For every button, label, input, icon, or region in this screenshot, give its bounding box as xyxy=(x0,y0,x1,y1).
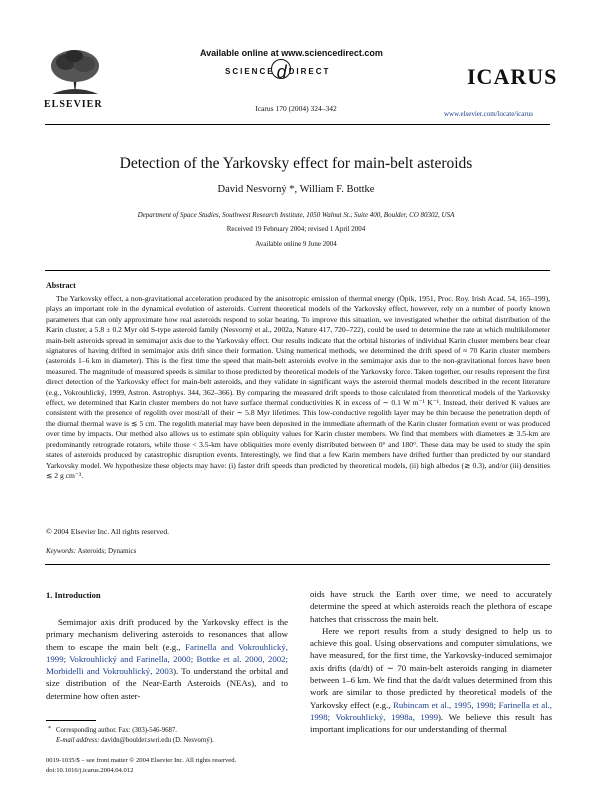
body-text: ). We believe this result has important implications for our understanding of thermal xyxy=(310,711,552,735)
keywords xyxy=(46,547,136,555)
email-label: E-mail address: xyxy=(56,737,100,744)
footer-doi[interactable]: doi:10.1016/j.icarus.2004.04.012 xyxy=(46,767,134,774)
journal-url-link[interactable]: www.elsevier.com/locate/icarus xyxy=(444,110,533,118)
journal-reference: Icarus 170 (2004) 324–342 xyxy=(255,104,337,113)
affiliation: Department of Space Studies, Southwest Research Institute, 1050 Walnut St., Suite 400, Boulder, CO 80302, USA xyxy=(137,211,455,219)
email-address[interactable]: davidn@boulder.swri.edu (D. Nesvorný). xyxy=(101,737,214,744)
intro-paragraph-continued: oids have struck the Earth over time, we need to accurately determine the speed at which asteroids reach the plethora of escape hatches that crisscross the main belt. xyxy=(310,589,552,624)
abstract-text: The Yarkovsky effect, a non-gravitational acceleration produced by the anisotropic emission of thermal energy (Öpik, 1951, Proc. Roy. Irish Acad. 54, 165–199), plays an important role in the dynamical evolution of asteroids. Current theoretical models of the Yarkovsky effect, however, rely on a number of poorly known parameters that can only approximate how real asteroids respond to solar heating. To improve this situation, we investigated whether the orbital distribution of the Karin cluster, a 5.8 ± 0.2 Myr old S-type asteroid family (Nesvorný et al., 2002a, Nature 417, 720–722), could be used to determine the rate at which multikilometer main-belt asteroids spread in semimajor axis due to the Yarkovsky effect. Our results indicate that the orbital histories of individual Karin cluster members bear clear signatures of having drifted in semimajor axis drift since their formation. Using numerical methods, we determined the drift speed of ≈ 70 Karin cluster members (asteroids 1–6 km in diameter). This is the first time the speed that main-belt asteroids evolve in the semimajor axis due to the non-gravitational forces have been measured. The magnitude of measured speeds is similar to those predicted by theoretical models of the Yarkovsky force. Taken together, our results represent the first direct detection of the Yarkovsky effect for main-belt asteroids, and they validate in significant ways the asteroid thermal models described in the recent literature (e.g., Vokrouhlický, 1999, Astron. Astrophys. 344, 362–366). By comparing the measured drift speeds to those calculated from theoretical models of the Yarkovsky effect, we determined that Karin cluster members do not have surface thermal conductivities K in excess of ∼ 0.1 W m⁻¹ K⁻¹. Instead, their derived K values are consistent with the presence of regolith over most/all of their ∼ 5.8 Myr lifetimes. This low-conductive regolith layer may be thin because the penetration depth of the diurnal thermal wave is ≲ 5 cm. The regolith material may have been deposited in the immediate aftermath of the Karin cluster formation event or was produced over time by impacts. Our method also allows us to estimate spin obliquity values for Karin cluster members. We find that members with diameters ≳ 3.5-km are predominantly retrograde rotators, while those < 3.5-km have obliquities more evenly distributed between 0° and 180°. These data may be used to study the spin states of asteroids produced by catastrophic disruption events. Interestingly, we find that a few Karin members have drifted further than predicted by our standard Yarkovsky model. We hypothesize these objects may have: (i) faster drift speeds than predicted by theoretical models, (ii) high albedos (≳ 0.3), and/or (iii) densities ≲ 2 g cm⁻³. xyxy=(46,294,550,480)
journal-name: ICARUS xyxy=(467,64,558,89)
online-date: Available online 9 June 2004 xyxy=(255,240,337,248)
abstract-copyright: © 2004 Elsevier Inc. All rights reserved. xyxy=(46,527,170,536)
footnote-corresponding: Corresponding author. Fax: (303)-546-9687. xyxy=(56,727,178,734)
section-heading: 1. Introduction xyxy=(46,590,101,600)
keywords-label: Keywords: xyxy=(46,547,77,555)
citation-link[interactable]: Rubincam et al., 1995, 1998; Farinella et al., 1998; Vokrouhlický, 1998a, 1999 xyxy=(310,699,552,722)
intro-column-2 xyxy=(310,588,552,736)
footnote-star: * xyxy=(48,726,51,732)
abstract-top-rule xyxy=(45,270,550,271)
sd-right: DIRECT xyxy=(288,67,331,76)
sd-at-icon: d xyxy=(276,62,287,82)
citation-link[interactable]: Farinella and Vokrouhlický, 1999; Vokrouhlický and Farinella, 2000; Bottke et al. 2000, 2002; Morbidelli and Vokrouhlický, 2003 xyxy=(46,641,288,677)
header-rule xyxy=(45,124,550,125)
article-title: Detection of the Yarkovsky effect for main-belt asteroids xyxy=(119,155,473,172)
intro-paragraph-2 xyxy=(310,625,552,736)
body-text: ). To understand the orbital and size distribution of the Near-Earth Asteroids (NEAs), and to determine how often aster- xyxy=(46,666,288,701)
footer-copyright: 0019-1035/$ – see front matter © 2004 Elsevier Inc. All rights reserved. xyxy=(46,757,237,764)
abstract-heading: Abstract xyxy=(46,281,76,290)
footnote-rule xyxy=(46,720,96,721)
page-footer xyxy=(46,756,236,776)
body-text: Semimajor axis drift produced by the Yarkovsky effect is the primary mechanism delivering asteroids to resonances that allow them to escape the main belt (e.g., xyxy=(46,617,288,652)
sd-circle-icon xyxy=(270,58,292,80)
abstract-bottom-rule xyxy=(45,564,550,565)
keywords-value: Asteroids; Dynamics xyxy=(77,547,137,555)
body-text: Here we report results from a study designed to help us to achieve this goal. Using observations and computer simulations, we have measured, for the first time, the Yarkovsky-induced semimajor axis drifts (da/dt) of ∼ 70 main-belt asteroids ranging in diameter between 1–6 km. We find that the da/dt values determined from this work are similar to those predicted by theoretical models of the Yarkovsky effect (e.g., xyxy=(310,625,552,710)
intro-column-1 xyxy=(46,616,288,702)
footnote-email-line xyxy=(56,736,214,746)
available-online-banner: Available online at www.sciencedirect.com xyxy=(200,48,383,58)
elsevier-tree-logo xyxy=(44,46,106,98)
publisher-logo-text: ELSEVIER xyxy=(44,99,103,110)
footnote xyxy=(48,726,214,746)
sd-left: SCIENCE xyxy=(225,67,275,76)
received-dates: Received 19 February 2004; revised 1 April 2004 xyxy=(226,225,366,233)
author-list: David Nesvorný *, William F. Bottke xyxy=(217,184,375,195)
